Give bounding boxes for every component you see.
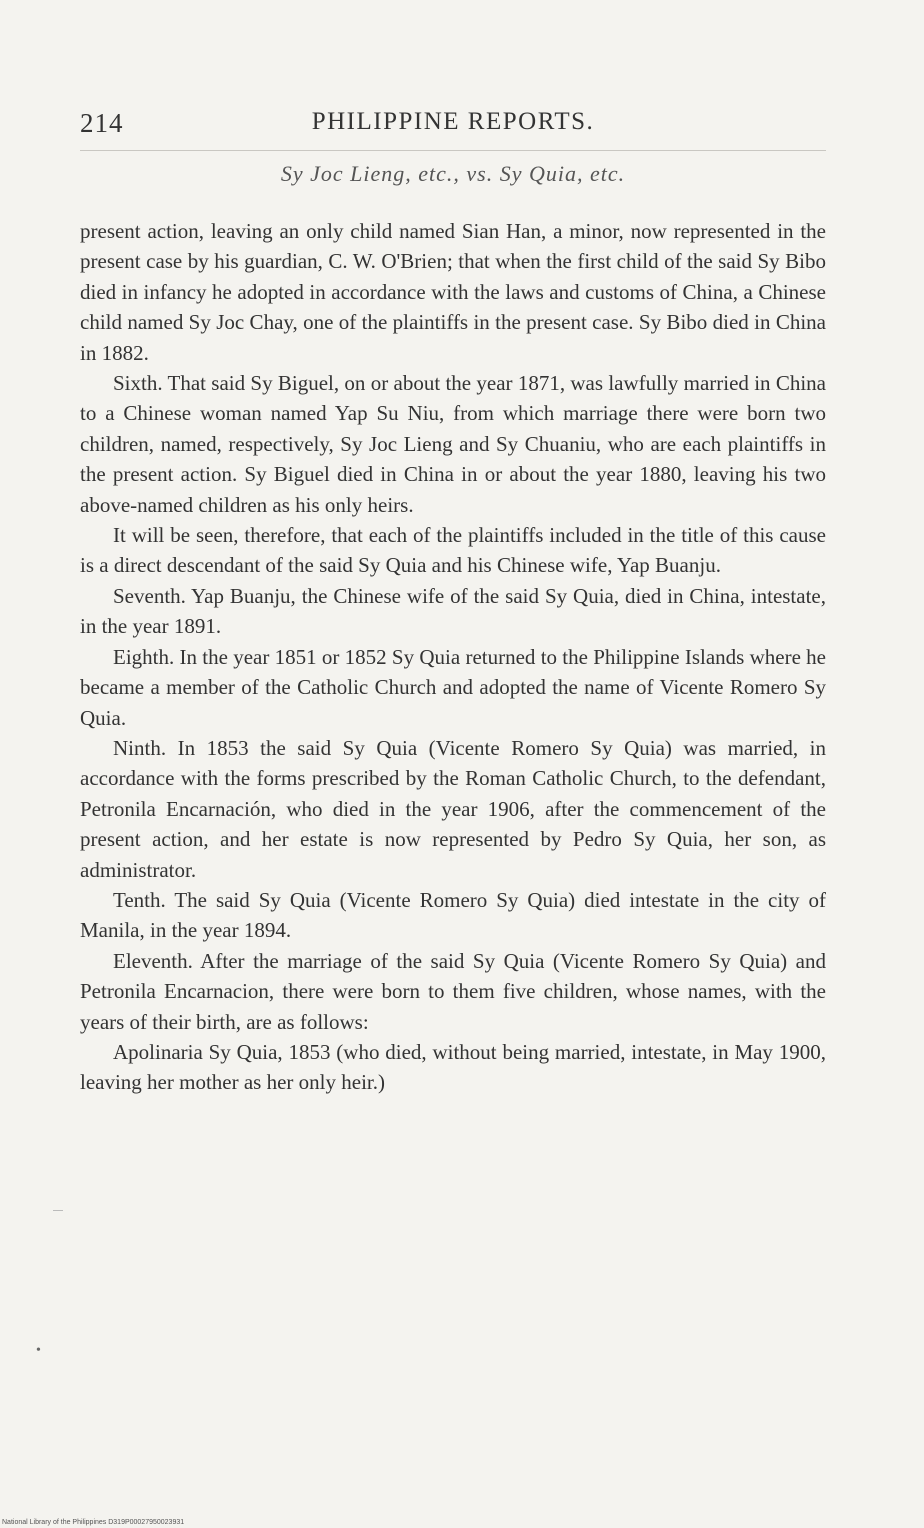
page-number: 214 — [80, 108, 124, 138]
margin-dot: • — [36, 1343, 41, 1358]
body-text — [80, 216, 826, 1098]
case-caption: Sy Joc Lieng, etc., vs. Sy Quia, etc. — [280, 161, 626, 186]
paragraph-descendants: It will be seen, therefore, that each of the plaintiffs included in the title of this cause is a direct descendant of the said Sy Quia and his Chinese wife, Yap Buanju. — [80, 523, 826, 578]
scan-credit: National Library of the Philippines D319P00027950023931 — [2, 1519, 185, 1526]
paragraph-tenth: Tenth. The said Sy Quia (Vicente Romero Sy Quia) died intestate in the city of Manila, in the year 1894. — [80, 887, 826, 943]
running-title: PHILIPPINE REPORTS. — [311, 108, 595, 135]
page-header — [80, 108, 826, 148]
paragraph-apolinaria: Apolinaria Sy Quia, 1853 (who died, without being married, intestate, in May 1900, leaving her mother as her only heir.) — [80, 1039, 826, 1095]
paragraph-continuation: present action, leaving an only child named Sian Han, a minor, now represented in the present case by his guardian, C. W. O'Brien; that when the first child of the said Sy Bibo died in infancy he adopted in accordance with the laws and customs of China, a Chinese child named Sy Joc Chay, one of the plaintiffs in the present case. Sy Bibo died in China in 1882. — [80, 219, 826, 365]
header-rule — [80, 150, 826, 151]
paragraph-eleventh: Eleventh. After the marriage of the said Sy Quia (Vicente Romero Sy Quia) and Petronila Encarnacion, there were born to them five children, whose names, with the years of their birth, are as follows: — [80, 948, 826, 1034]
paragraph-eighth: Eighth. In the year 1851 or 1852 Sy Quia returned to the Philippine Islands where he became a member of the Catholic Church and adopted the name of Vicente Romero Sy Quia. — [80, 644, 826, 730]
paragraph-sixth: Sixth. That said Sy Biguel, on or about the year 1871, was lawfully married in China to a Chinese woman named Yap Su Niu, from which marriage there were born two children, named, respectively, Sy Joc Lieng and Sy Chuaniu, who are each plaintiffs in the present action. Sy Biguel died in China in or about the year 1880, leaving his two above-named children as his only heirs. — [80, 371, 826, 517]
paragraph-ninth: Ninth. In 1853 the said Sy Quia (Vicente Romero Sy Quia) was married, in accordance with the forms prescribed by the Roman Catholic Church, to the defendant, Petronila Encarnación, who died in the year 1906, after the commencement of the present action, and her estate is now represented by Pedro Sy Quia, her son, as administrator. — [80, 735, 826, 882]
paragraph-seventh: Seventh. Yap Buanju, the Chinese wife of the said Sy Quia, died in China, intestate, in the year 1891. — [80, 583, 826, 639]
margin-mark — [53, 1210, 63, 1211]
